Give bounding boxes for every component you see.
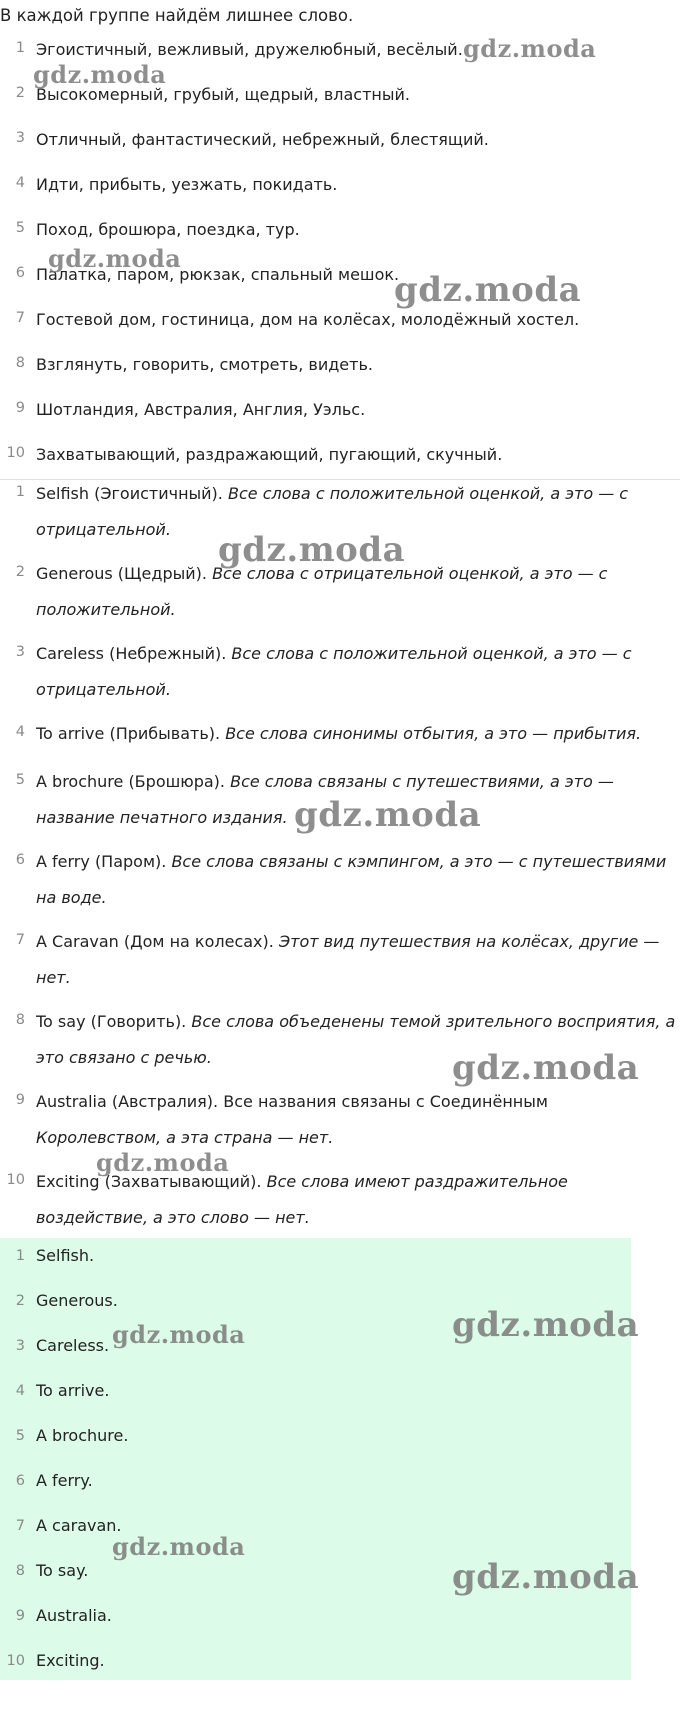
item-note: Все слова с отрицательной оценкой, а это — с (212, 564, 608, 583)
item-number: 9 (15, 1608, 25, 1624)
item-text: Захватывающий, раздражающий, пугающий, скучный. (36, 445, 503, 464)
item-number: 3 (15, 130, 25, 146)
item-number: 1 (15, 484, 25, 500)
item-head: A Caravan (Дом на колесах). (36, 932, 274, 951)
item-number: 7 (15, 310, 25, 326)
watermark-logo: gdz.moda (112, 1320, 246, 1349)
item-number: 4 (15, 724, 25, 740)
watermark-logo: gdz.moda (96, 1148, 230, 1177)
item-text: Взглянуть, говорить, смотреть, видеть. (36, 355, 373, 374)
item-text: Высокомерный, грубый, щедрый, властный. (36, 85, 410, 104)
item-head: Australia (Австралия). (36, 1092, 219, 1111)
item-number: 1 (15, 1248, 25, 1264)
item-number: 2 (15, 85, 25, 101)
item-number: 10 (6, 1653, 25, 1669)
item-text: Шотландия, Австралия, Англия, Уэльс. (36, 400, 366, 419)
item-note: Все слова с положительной оценкой, а это — с (227, 484, 629, 503)
item-text: Отличный, фантастический, небрежный, блестящий. (36, 130, 489, 149)
item-note: Все слова синонимы отбытия, а это — прибытия. (225, 724, 642, 743)
item-note: Все слова связаны с путешествиями, а это — (230, 772, 614, 791)
item-note-cont: положительной. (36, 600, 176, 619)
watermark-logo: gdz.moda (452, 1048, 640, 1088)
item-head: To say (Говорить). (36, 1012, 187, 1031)
item-note: Все слова с положительной оценкой, а это — с (231, 644, 632, 663)
item-number: 5 (15, 772, 25, 788)
item-note-cont: воздействие, а это слово — нет. (36, 1208, 310, 1227)
watermark-logo: gdz.moda (452, 1305, 640, 1345)
item-text: A ferry. (36, 1471, 93, 1490)
item-note: Все названия связаны с Соединённым (223, 1092, 548, 1111)
item-head: Careless (Небрежный). (36, 644, 227, 663)
watermark-logo: gdz.moda (394, 270, 582, 310)
item-number: 7 (15, 1518, 25, 1534)
watermark-logo: gdz.moda (294, 795, 482, 835)
item-number: 2 (15, 564, 25, 580)
section-divider (0, 479, 680, 480)
item-text: Generous. (36, 1291, 118, 1310)
item-text: To say. (36, 1561, 89, 1580)
item-text: Идти, прибыть, уезжать, покидать. (36, 175, 338, 194)
item-text: Гостевой дом, гостиница, дом на колёсах, молодёжный хостел. (36, 310, 580, 329)
item-note: Все слова объеденены темой зрительного восприятия, а (191, 1012, 676, 1031)
watermark-logo: gdz.moda (452, 1557, 640, 1597)
item-number: 9 (15, 400, 25, 416)
item-number: 9 (15, 1092, 25, 1108)
item-text: To arrive. (36, 1381, 110, 1400)
item-number: 1 (15, 40, 25, 56)
item-text: A caravan. (36, 1516, 122, 1535)
item-note-cont: отрицательной. (36, 680, 171, 699)
item-number: 8 (15, 355, 25, 371)
task-intro: В каждой группе найдём лишнее слово. (0, 6, 354, 25)
item-number: 10 (6, 445, 25, 461)
item-text: Selfish. (36, 1246, 95, 1265)
item-text: Поход, брошюра, поездка, тур. (36, 220, 300, 239)
watermark-logo: gdz.moda (33, 60, 167, 89)
item-text: Палатка, паром, рюкзак, спальный мешок. (36, 265, 400, 284)
item-number: 10 (6, 1172, 25, 1188)
item-note-cont: название печатного издания. (36, 808, 288, 827)
item-number: 4 (15, 175, 25, 191)
watermark-logo: gdz.moda (112, 1532, 246, 1561)
item-number: 4 (15, 1383, 25, 1399)
item-number: 8 (15, 1012, 25, 1028)
item-head: Selfish (Эгоистичный). (36, 484, 223, 503)
item-number: 7 (15, 932, 25, 948)
item-text: Australia. (36, 1606, 112, 1625)
item-note-cont: это связано с речью. (36, 1048, 212, 1067)
item-note-cont: Королевством, а эта страна — нет. (36, 1128, 334, 1147)
item-head: A ferry (Паром). (36, 852, 167, 871)
watermark-logo: gdz.moda (463, 34, 597, 63)
item-number: 6 (15, 1473, 25, 1489)
item-text: Exciting. (36, 1651, 105, 1670)
item-text: Careless. (36, 1336, 110, 1355)
item-head: Generous (Щедрый). (36, 564, 207, 583)
item-number: 5 (15, 220, 25, 236)
item-number: 2 (15, 1293, 25, 1309)
item-note-cont: нет. (36, 968, 71, 987)
item-note: Все слова связаны с кэмпингом, а это — с путешествиями (171, 852, 667, 871)
item-number: 8 (15, 1563, 25, 1579)
item-note-cont: на воде. (36, 888, 107, 907)
watermark-logo: gdz.moda (218, 530, 406, 570)
item-head: Exciting (Захватывающий). (36, 1172, 262, 1191)
item-text: A brochure. (36, 1426, 129, 1445)
item-number: 6 (15, 852, 25, 868)
item-number: 3 (15, 1338, 25, 1354)
watermark-logo: gdz.moda (48, 244, 182, 273)
item-text: Эгоистичный, вежливый, дружелюбный, весёлый. (36, 40, 463, 59)
item-number: 5 (15, 1428, 25, 1444)
item-number: 6 (15, 265, 25, 281)
item-note: Все слова имеют раздражительное (266, 1172, 568, 1191)
item-head: To arrive (Прибывать). (36, 724, 221, 743)
item-head: A brochure (Брошюра). (36, 772, 225, 791)
item-note: Этот вид путешествия на колёсах, другие — (278, 932, 660, 951)
item-number: 3 (15, 644, 25, 660)
item-note-cont: отрицательной. (36, 520, 171, 539)
